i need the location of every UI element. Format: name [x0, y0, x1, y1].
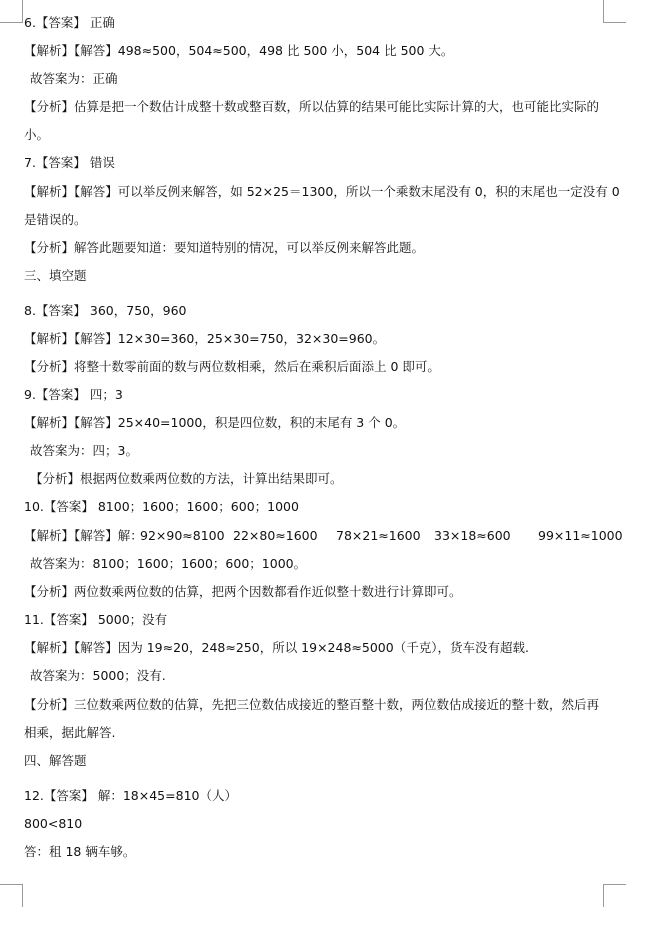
corner-mark-top-left — [0, 0, 23, 23]
q9-analysis: 【解析】【解答】25×40=1000，积是四位数，积的末尾有 3 个 0。 — [24, 415, 406, 430]
corner-mark-bottom-right — [603, 884, 626, 907]
q9-remark: 【分析】根据两位数乘两位数的方法，计算出结果即可。 — [30, 471, 343, 486]
q10-calc-5: 99×11≈1000 — [538, 528, 623, 543]
q7-answer: 7.【答案】 错误 — [24, 155, 115, 170]
q7-analysis-cont: 是错误的。 — [24, 212, 87, 227]
q8-answer: 8.【答案】 360，750，960 — [24, 303, 187, 318]
corner-mark-top-right — [603, 0, 626, 23]
q9-conclusion: 故答案为：四；3。 — [30, 443, 138, 458]
q11-remark-cont: 相乘，据此解答. — [24, 725, 116, 740]
q8-analysis: 【解析】【解答】12×30=360，25×30=750，32×30=960。 — [24, 331, 386, 346]
q7-analysis: 【解析】【解答】可以举反例来解答，如 52×25＝1300，所以一个乘数末尾没有 0，积的末尾也一定没有 0 — [24, 184, 620, 199]
q9-answer: 9.【答案】 四；3 — [24, 387, 123, 402]
q10-calc-3: 78×21≈1600 — [336, 528, 421, 543]
q10-conclusion: 故答案为：8100；1600；1600；600；1000。 — [30, 556, 307, 571]
q11-analysis: 【解析】【解答】因为 19≈20，248≈250，所以 19×248≈5000（千克），货车没有超载. — [24, 640, 529, 655]
section-heading-fill-in: 三、填空题 — [24, 268, 87, 283]
q12-comparison: 800<810 — [24, 816, 83, 831]
q6-remark: 【分析】估算是把一个数估计成整十数或整百数，所以估算的结果可能比实际计算的大，也可能比实际的 — [24, 99, 600, 114]
q8-remark: 【分析】将整十数零前面的数与两位数相乘，然后在乘积后面添上 0 即可。 — [24, 359, 440, 374]
q10-calc-2: 22×80≈1600 — [233, 528, 318, 543]
q6-analysis: 【解析】【解答】498≈500，504≈500，498 比 500 小，504 比 500 大。 — [24, 43, 454, 58]
q7-remark: 【分析】解答此题要知道：要知道特别的情况，可以举反例来解答此题。 — [24, 240, 425, 255]
q6-answer: 6.【答案】 正确 — [24, 15, 115, 30]
q11-answer: 11.【答案】 5000；没有 — [24, 612, 168, 627]
q11-conclusion: 故答案为：5000；没有. — [30, 668, 166, 683]
q6-conclusion: 故答案为：正确 — [30, 71, 118, 86]
q10-answer: 10.【答案】 8100；1600；1600；600；1000 — [24, 499, 299, 514]
section-heading-solve: 四、解答题 — [24, 753, 87, 768]
q11-remark: 【分析】三位数乘两位数的估算，先把三位数估成接近的整百整十数，两位数估成接近的整十数，然后再 — [24, 697, 600, 712]
q10-remark: 【分析】两位数乘两位数的估算，把两个因数都看作近似整十数进行计算即可。 — [24, 584, 462, 599]
corner-mark-bottom-left — [0, 884, 23, 907]
q12-final-answer: 答：租 18 辆车够。 — [24, 844, 136, 859]
q6-remark-cont: 小。 — [24, 127, 50, 142]
q12-answer: 12.【答案】 解：18×45=810（人） — [24, 788, 237, 803]
q10-calc-4: 33×18≈600 — [434, 528, 511, 543]
q10-calc-1: 92×90≈8100 — [140, 528, 225, 543]
q10-analysis-prefix: 【解析】【解答】解： — [24, 528, 143, 543]
